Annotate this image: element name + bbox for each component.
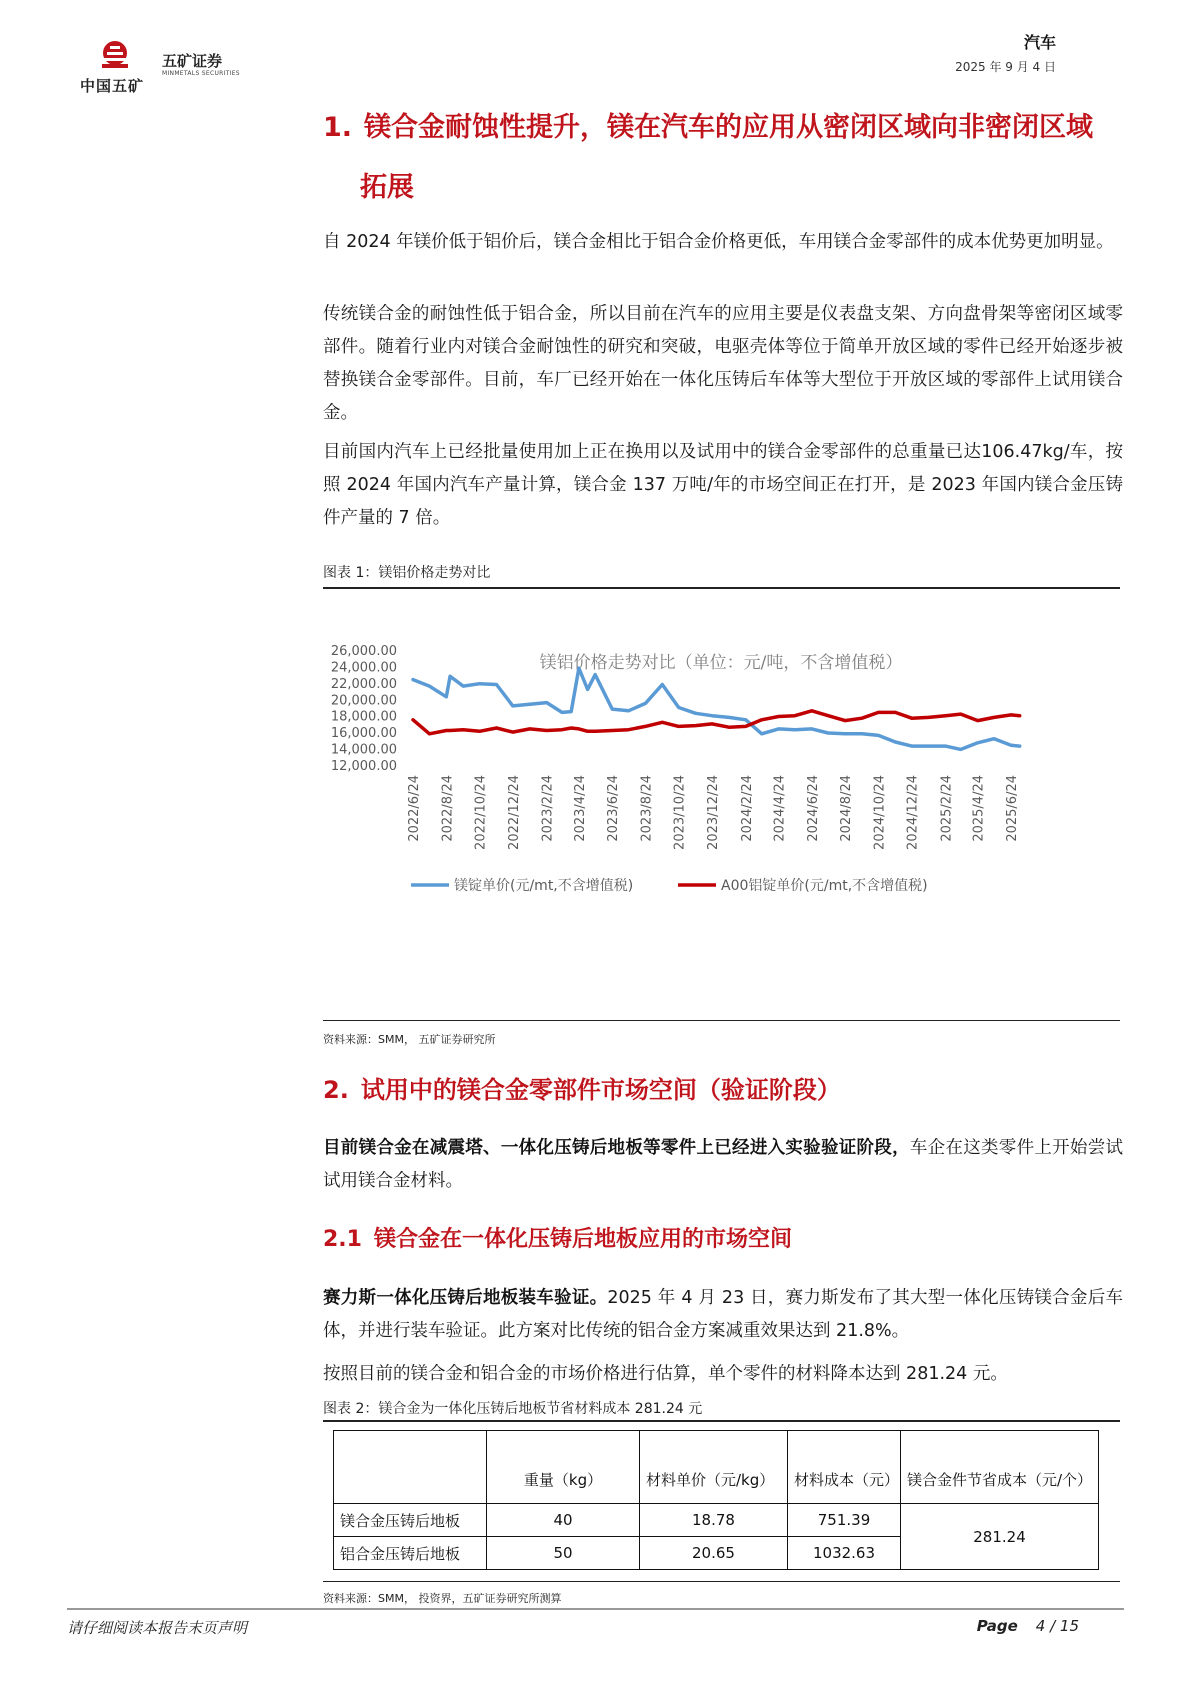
- section21-paragraph-rest: 2025 年 4 月 23 日，赛力斯发布了其大型一体化压铸镁合金后车体，并进行装车验证。此方案对比传统的铝合金方案减重效果达到 21.8%。: [323, 1288, 1123, 1341]
- logo-cn-text: 中国五矿: [80, 77, 145, 95]
- section1-paragraph-3: 目前国内汽车上已经批量使用加上正在换用以及试用中的镁合金零部件的总重量已达106.47kg/车，按照 2024 年国内汽车产量计算，镁合金 137 万吨/年的市场空间正在打开，是 2023 年国内镁合金压铸件产量的 7 倍。: [323, 442, 1123, 528]
- x-tick-label: 2024/6/24: [805, 775, 821, 842]
- section2-paragraph: [323, 1132, 1123, 1198]
- x-tick-label: 2025/2/24: [939, 775, 955, 842]
- table-cell-price: 18.78: [640, 1504, 788, 1537]
- section2-paragraph-rest: 车企在这类零件上开始尝试试用镁合金材料。: [323, 1138, 1123, 1191]
- section1-heading: [323, 95, 1133, 161]
- chart-title: 镁铝价格走势对比（单位：元/吨，不含增值税）: [539, 653, 903, 673]
- x-tick-label: 2025/6/24: [1005, 775, 1020, 842]
- x-tick-label: 2023/8/24: [639, 775, 655, 842]
- x-tick-label: 2024/8/24: [839, 775, 855, 842]
- section2-paragraph-bold: 目前镁合金在减震塔、一体化压铸后地板等零件上已经进入实验验证阶段，: [323, 1138, 910, 1158]
- section21-paragraph-2: 按照目前的镁合金和铝合金的市场价格进行估算，单个零件的材料降本达到 281.24 元。: [323, 1364, 1008, 1384]
- section1-paragraph-2: 传统镁合金的耐蚀性低于铝合金，所以目前在汽车的应用主要是仪表盘支架、方向盘骨架等密闭区域零部件。随着行业内对镁合金耐蚀性的研究和突破，电驱壳体等位于简单开放区域的零件已经开始逐步被替换镁合金零部件。目前，车厂已经开始在一体化压铸后车体等大型位于开放区域的零部件上试用镁合金。: [323, 304, 1123, 423]
- y-tick-label: 22,000.00: [330, 676, 397, 692]
- figure2-source: 资料来源：SMM， 投资界，五矿证券研究所测算: [323, 1592, 562, 1605]
- table-header-cell: 镁合金件节省成本（元/个）: [901, 1431, 1099, 1504]
- x-tick-label: 2022/6/24: [407, 775, 422, 842]
- table-cell-price: 20.65: [640, 1537, 788, 1570]
- legend-label: A00铝锭单价(元/mt,不含增值税): [721, 878, 928, 894]
- table-cell-saving: 281.24: [901, 1504, 1099, 1570]
- table-row: [334, 1504, 1099, 1537]
- x-tick-label: 2022/8/24: [440, 775, 456, 842]
- figure1-bottom-rule: [323, 1020, 1120, 1021]
- footer-disclaimer: 请仔细阅读本报告末页声明: [67, 1619, 248, 1637]
- logo-brand-text: 五矿证券: [162, 52, 223, 70]
- section1-paragraph-1: 自 2024 年镁价低于铝价后，镁合金相比于铝合金价格更低，车用镁合金零部件的成本优势更加明显。: [323, 232, 1114, 252]
- table-header-cell: 材料成本（元）: [788, 1431, 901, 1504]
- section2-title: 试用中的镁合金零部件市场空间（验证阶段）: [360, 1076, 841, 1104]
- figure1-caption: 图表 1：镁铝价格走势对比: [323, 565, 491, 581]
- x-tick-label: 2024/12/24: [905, 775, 921, 850]
- magnesium-price-line: [413, 668, 1020, 749]
- table-header-cell: [334, 1431, 487, 1504]
- x-tick-label: 2023/2/24: [540, 775, 556, 842]
- table-header-row: [334, 1431, 1099, 1504]
- figure2-top-rule: [323, 1420, 1120, 1422]
- figure1-top-rule: [323, 587, 1120, 589]
- page-label: Page: [976, 1617, 1018, 1635]
- table-cell-weight: 50: [487, 1537, 640, 1570]
- section1-number: 1.: [323, 112, 353, 143]
- footer-rule: [67, 1608, 1124, 1610]
- figure2-bottom-rule: [323, 1581, 1120, 1582]
- section21-paragraph-1: [323, 1282, 1123, 1348]
- x-tick-label: 2022/12/24: [506, 775, 522, 850]
- x-tick-label: 2024/2/24: [739, 775, 755, 842]
- x-tick-label: 2023/10/24: [672, 775, 688, 850]
- x-tick-label: 2022/10/24: [473, 775, 489, 850]
- section21-paragraph-bold: 赛力斯一体化压铸后地板装车验证。: [323, 1288, 608, 1308]
- table-cell-cost: 751.39: [788, 1504, 901, 1537]
- section1-title-line1: 镁合金耐蚀性提升，镁在汽车的应用从密闭区域向非密闭区域: [364, 112, 1094, 143]
- table-cell-cost: 1032.63: [788, 1537, 901, 1570]
- y-tick-label: 20,000.00: [330, 693, 397, 709]
- x-tick-label: 2024/10/24: [872, 775, 888, 850]
- x-tick-label: 2024/4/24: [772, 775, 788, 842]
- y-tick-label: 26,000.00: [330, 644, 397, 659]
- price-trend-chart: [323, 600, 1120, 1020]
- table-cell-name: 镁合金压铸后地板: [334, 1504, 487, 1537]
- page-number: 4 / 15: [1035, 1617, 1079, 1635]
- aluminum-price-line: [413, 711, 1020, 734]
- x-tick-label: 2025/4/24: [971, 775, 987, 842]
- footer-page: [977, 1617, 1079, 1635]
- x-tick-label: 2023/6/24: [606, 775, 622, 842]
- report-date: 2025 年 9 月 4 日: [955, 60, 1056, 74]
- section1-title-line2: 拓展: [360, 172, 414, 203]
- section2-number: 2.: [323, 1076, 349, 1104]
- figure1-source: 资料来源：SMM， 五矿证券研究所: [323, 1033, 496, 1046]
- table-cell-name: 铝合金压铸后地板: [334, 1537, 487, 1570]
- y-tick-label: 18,000.00: [330, 709, 397, 725]
- china-minmetals-logo-icon: [98, 38, 132, 70]
- y-tick-label: 12,000.00: [330, 759, 397, 774]
- y-tick-label: 16,000.00: [330, 726, 397, 742]
- x-tick-label: 2023/12/24: [706, 775, 721, 850]
- figure2-caption: 图表 2：镁合金为一体化压铸后地板节省材料成本 281.24 元: [323, 1401, 703, 1417]
- legend-label: 镁锭单价(元/mt,不含增值税): [454, 878, 634, 894]
- cost-table: [333, 1430, 1099, 1570]
- section21-heading: [323, 1222, 792, 1253]
- logo-en-text: MINMETALS SECURITIES: [162, 70, 240, 77]
- y-tick-label: 14,000.00: [330, 742, 397, 758]
- table-cell-weight: 40: [487, 1504, 640, 1537]
- x-tick-label: 2023/4/24: [572, 775, 588, 842]
- section2-heading: [323, 1070, 841, 1105]
- section21-title: 镁合金在一体化压铸后地板应用的市场空间: [373, 1227, 792, 1252]
- section21-number: 2.1: [323, 1227, 362, 1252]
- y-tick-label: 24,000.00: [330, 660, 397, 676]
- report-category: 汽车: [1023, 33, 1056, 52]
- table-header-cell: 重量（kg）: [487, 1431, 640, 1504]
- table-header-cell: 材料单价（元/kg）: [640, 1431, 788, 1504]
